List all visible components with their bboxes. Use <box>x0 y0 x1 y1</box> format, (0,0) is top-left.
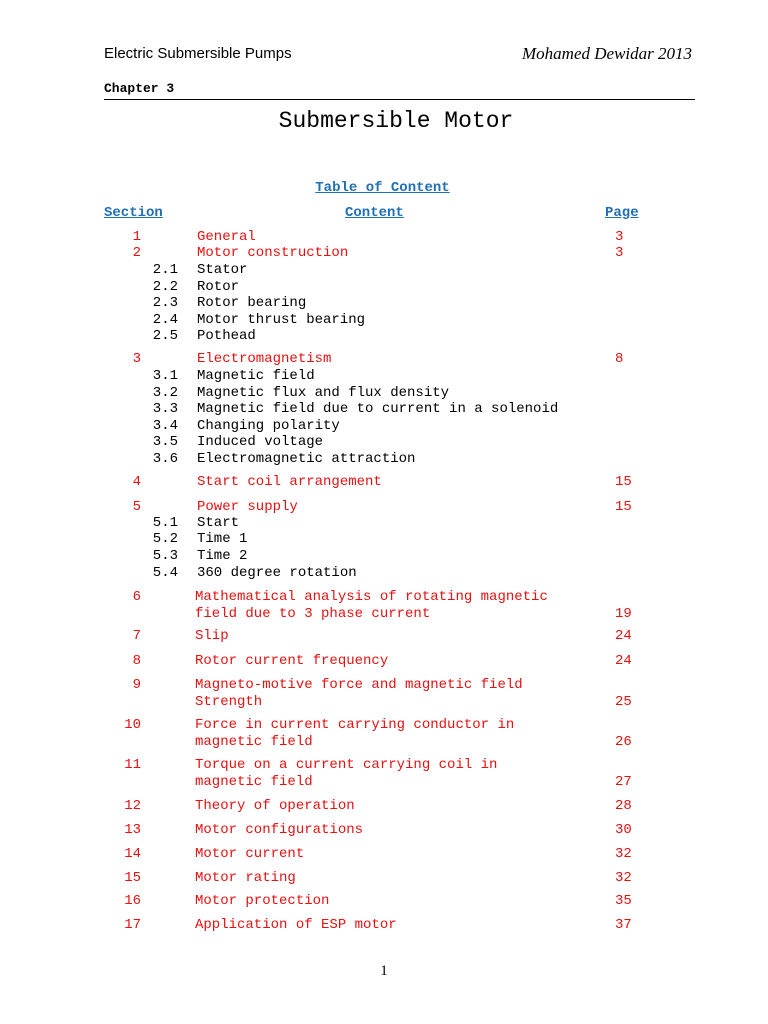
section-number: 2 <box>132 245 141 261</box>
entry-title: Motor configurations <box>195 822 364 838</box>
header-right: Mohamed Dewidar 2013 <box>522 44 692 63</box>
section-number: 5.2 <box>152 531 179 547</box>
section-number: 5 <box>132 499 141 515</box>
page-column-header: Page <box>605 205 639 221</box>
section-number: 2.1 <box>152 262 179 278</box>
entry-title: Mathematical analysis of rotating magnetic <box>195 589 548 605</box>
entry-title: Time 2 <box>197 548 248 564</box>
page-ref: 35 <box>615 893 632 909</box>
section-number: 12 <box>124 798 141 814</box>
entry-title: Slip <box>195 628 229 644</box>
entry-title: 360 degree rotation <box>197 565 357 581</box>
page-ref: 19 <box>615 606 632 622</box>
entry-title: Start coil arrangement <box>197 474 382 490</box>
entry-title: General <box>197 229 256 245</box>
page-ref: 3 <box>615 245 624 261</box>
section-number: 2.4 <box>152 312 179 328</box>
section-number: 2.2 <box>152 279 179 295</box>
page-ref: 15 <box>615 499 632 515</box>
entry-title: Magnetic field due to current in a solenoid <box>197 401 559 417</box>
entry-title: Induced voltage <box>197 434 324 450</box>
entry-title: Rotor bearing <box>197 295 307 311</box>
section-number: 17 <box>124 917 141 933</box>
entry-title-continuation: magnetic field <box>195 774 313 790</box>
entry-title-continuation: magnetic field <box>195 734 313 750</box>
entry-title: Pothead <box>197 328 256 344</box>
section-number: 3.6 <box>152 451 179 467</box>
section-number: 13 <box>124 822 141 838</box>
section-number: 5.1 <box>152 515 179 531</box>
entry-title-continuation: field due to 3 phase current <box>195 606 431 622</box>
section-number: 15 <box>124 870 141 886</box>
entry-title: Magnetic field <box>197 368 315 384</box>
section-number: 3 <box>132 351 141 367</box>
entry-title: Rotor current frequency <box>195 653 389 669</box>
content-column-header: Content <box>345 205 404 221</box>
entry-title: Motor current <box>195 846 305 862</box>
entry-title: Motor construction <box>197 245 349 261</box>
page-number: 1 <box>380 963 388 979</box>
section-number: 6 <box>132 589 141 605</box>
page-title: Submersible Motor <box>278 108 514 134</box>
entry-title: Changing polarity <box>197 418 340 434</box>
page-ref: 24 <box>615 653 632 669</box>
section-number: 16 <box>124 893 141 909</box>
page-ref: 30 <box>615 822 632 838</box>
entry-title: Stator <box>197 262 248 278</box>
section-number: 11 <box>124 757 141 773</box>
entry-title: Motor thrust bearing <box>197 312 366 328</box>
entry-title: Magnetic flux and flux density <box>197 385 450 401</box>
section-number: 9 <box>132 677 141 693</box>
section-number: 2.3 <box>152 295 179 311</box>
section-number: 5.3 <box>152 548 179 564</box>
section-number: 3.5 <box>152 434 179 450</box>
page-ref: 25 <box>615 694 632 710</box>
entry-title-continuation: Strength <box>195 694 263 710</box>
entry-title: Motor rating <box>195 870 296 886</box>
entry-title: Torque on a current carrying coil in <box>195 757 498 773</box>
section-number: 3.1 <box>152 368 179 384</box>
page-ref: 37 <box>615 917 632 933</box>
entry-title: Motor protection <box>195 893 330 909</box>
section-number: 1 <box>132 229 141 245</box>
entry-title: Electromagnetic attraction <box>197 451 416 467</box>
section-number: 14 <box>124 846 141 862</box>
page-ref: 32 <box>615 846 632 862</box>
page-ref: 28 <box>615 798 632 814</box>
section-number: 10 <box>124 717 141 733</box>
section-number: 3.3 <box>152 401 179 417</box>
page-ref: 26 <box>615 734 632 750</box>
entry-title: Time 1 <box>197 531 248 547</box>
page-ref: 27 <box>615 774 632 790</box>
entry-title: Magneto-motive force and magnetic field <box>195 677 523 693</box>
entry-title: Electromagnetism <box>197 351 332 367</box>
toc-title: Table of Content <box>315 180 450 196</box>
entry-title: Power supply <box>197 499 298 515</box>
page-ref: 3 <box>615 229 624 245</box>
entry-title: Application of ESP motor <box>195 917 397 933</box>
section-number: 2.5 <box>152 328 179 344</box>
section-number: 3.4 <box>152 418 179 434</box>
page-ref: 15 <box>615 474 632 490</box>
section-number: 8 <box>132 653 141 669</box>
entry-title: Force in current carrying conductor in <box>195 717 515 733</box>
page-ref: 8 <box>615 351 624 367</box>
section-number: 7 <box>132 628 141 644</box>
section-number: 4 <box>132 474 141 490</box>
entry-title: Start <box>197 515 240 531</box>
section-number: 3.2 <box>152 385 179 401</box>
chapter-label: Chapter 3 <box>104 81 175 96</box>
page-ref: 32 <box>615 870 632 886</box>
header-left: Electric Submersible Pumps <box>104 45 292 62</box>
page-ref: 24 <box>615 628 632 644</box>
section-column-header: Section <box>104 205 163 221</box>
entry-title: Rotor <box>197 279 240 295</box>
section-number: 5.4 <box>152 565 179 581</box>
entry-title: Theory of operation <box>195 798 355 814</box>
